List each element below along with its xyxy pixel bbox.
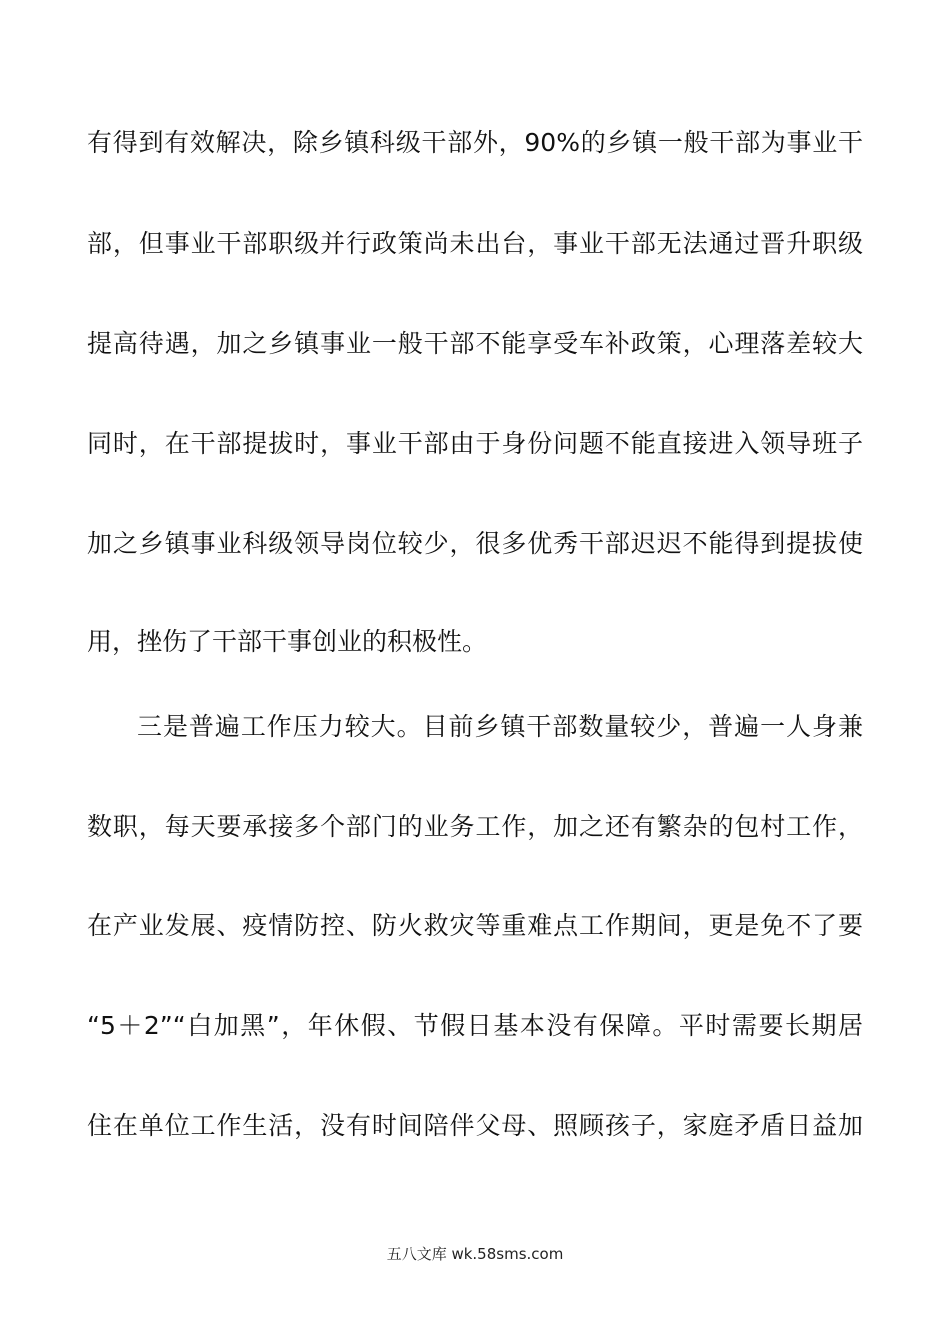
text-line-3: 提高待遇，加之乡镇事业一般干部不能享受车补政策，心理落差较大 — [87, 329, 863, 358]
footer-watermark: 五八文库 wk.58sms.com — [386, 1245, 564, 1263]
text-line-4: 同时，在干部提拔时，事业干部由于身份问题不能直接进入领导班子 — [87, 429, 863, 458]
text-line-1: 有得到有效解决，除乡镇科级干部外，90%的乡镇一般干部为事业干 — [87, 128, 863, 157]
text-line-6: 用，挫伤了干部干事创业的积极性。 — [87, 627, 488, 656]
text-line-10: “5＋2”“白加黑”，年休假、节假日基本没有保障。平时需要长期居 — [87, 1011, 863, 1040]
text-line-7-paragraph-start: 三是普遍工作压力较大。目前乡镇干部数量较少，普遍一人身兼 — [137, 712, 863, 741]
text-line-2: 部，但事业干部职级并行政策尚未出台，事业干部无法通过晋升职级 — [87, 229, 863, 258]
text-line-5: 加之乡镇事业科级领导岗位较少，很多优秀干部迟迟不能得到提拔使 — [87, 529, 863, 558]
text-line-9: 在产业发展、疫情防控、防火救灾等重难点工作期间，更是免不了要 — [87, 911, 863, 940]
text-line-11: 住在单位工作生活，没有时间陪伴父母、照顾孩子，家庭矛盾日益加 — [87, 1111, 863, 1140]
text-line-8: 数职，每天要承接多个部门的业务工作，加之还有繁杂的包村工作， — [87, 812, 863, 841]
